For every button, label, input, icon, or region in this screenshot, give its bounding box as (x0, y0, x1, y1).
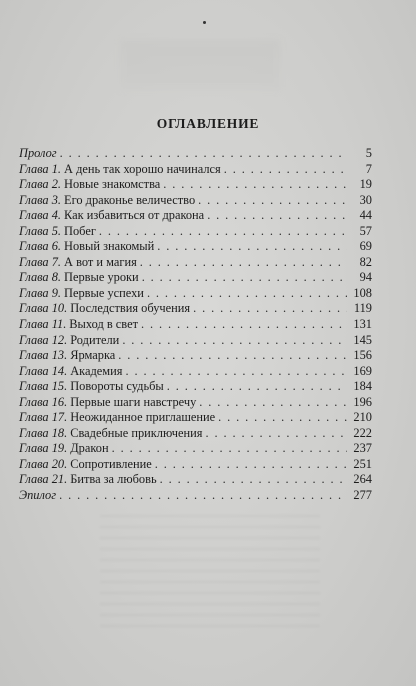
dot-leader (207, 208, 347, 224)
toc-entry-label: Глава 1. (19, 161, 62, 176)
toc-entry-page-number: 156 (353, 348, 372, 363)
toc-entry-label: Глава 2. (19, 177, 62, 192)
toc-entry-page-number: 145 (353, 332, 372, 347)
toc-entry[interactable] (19, 255, 372, 271)
dot-leader (205, 426, 347, 442)
toc-entry-title: Неожиданное приглашение (70, 410, 216, 425)
toc-entry-page-number: 277 (353, 488, 372, 503)
bleed-through-text (100, 515, 320, 635)
toc-entry-label: Глава 15. (19, 379, 68, 394)
toc-entry[interactable] (19, 239, 372, 255)
dot-leader (155, 457, 347, 473)
dot-leader (125, 364, 347, 380)
dot-leader (193, 301, 347, 317)
dot-leader (157, 239, 347, 255)
table-of-contents (19, 146, 372, 504)
toc-entry-page-number: 7 (365, 161, 372, 176)
toc-entry-title: Новый знакомый (64, 239, 155, 254)
toc-entry[interactable] (19, 472, 372, 488)
toc-entry-page-number: 57 (359, 223, 372, 238)
toc-entry[interactable] (19, 333, 372, 349)
toc-entry-label: Глава 8. (19, 270, 62, 285)
toc-entry-label: Глава 11. (19, 317, 67, 332)
dot-leader (122, 333, 347, 349)
dot-leader (160, 472, 347, 488)
toc-entry[interactable] (19, 426, 372, 442)
toc-entry-page-number: 184 (353, 379, 372, 394)
toc-entry[interactable] (19, 395, 372, 411)
toc-entry[interactable] (19, 364, 372, 380)
toc-entry[interactable] (19, 379, 372, 395)
toc-entry[interactable] (19, 146, 372, 162)
dot-leader (60, 146, 347, 162)
toc-entry-page-number: 30 (359, 192, 372, 207)
toc-entry-page-number: 131 (353, 317, 372, 332)
toc-entry-title: Родители (70, 332, 120, 347)
toc-entry-label: Глава 16. (19, 394, 68, 409)
dot-leader (59, 488, 347, 504)
toc-entry-page-number: 264 (353, 472, 372, 487)
dot-leader (118, 348, 347, 364)
page-title: ОГЛАВЛЕНИЕ (156, 116, 260, 131)
dot-leader (99, 224, 347, 240)
toc-entry[interactable] (19, 457, 372, 473)
toc-entry-title: Первые уроки (64, 270, 139, 285)
toc-entry-page-number: 237 (353, 441, 372, 456)
toc-entry-title: Первые шаги навстречу (70, 394, 197, 409)
toc-entry-page-number: 196 (353, 394, 372, 409)
toc-entry[interactable] (19, 162, 372, 178)
toc-entry-title: А день так хорошо начинался (64, 161, 221, 176)
toc-entry-label: Глава 7. (19, 254, 62, 269)
dot-leader (147, 286, 347, 302)
toc-entry-title: Дракон (70, 441, 109, 456)
dot-leader (112, 441, 347, 457)
dot-leader (198, 193, 347, 209)
toc-entry-label: Глава 5. (19, 223, 62, 238)
dot-leader (163, 177, 347, 193)
toc-entry-page-number: 169 (353, 363, 372, 378)
toc-entry-title: Его драконье величество (64, 192, 196, 207)
toc-entry-label: Эпилог (19, 488, 57, 503)
toc-entry-title: Последствия обучения (70, 301, 191, 316)
toc-entry[interactable] (19, 224, 372, 240)
dot-leader (141, 317, 347, 333)
toc-entry-label: Глава 3. (19, 192, 62, 207)
toc-entry[interactable] (19, 410, 372, 426)
toc-entry[interactable] (19, 177, 372, 193)
page-mark (203, 21, 206, 24)
toc-entry-title: Повороты судьбы (70, 379, 164, 394)
toc-entry-label: Глава 13. (19, 348, 68, 363)
toc-entry-page-number: 19 (359, 177, 372, 192)
toc-entry-title: Новые знакомства (64, 177, 161, 192)
toc-entry[interactable] (19, 488, 372, 504)
toc-entry-title: Битва за любовь (70, 472, 157, 487)
toc-entry-label: Глава 12. (19, 332, 68, 347)
toc-entry-label: Глава 10. (19, 301, 68, 316)
toc-entry-label: Глава 20. (19, 456, 68, 471)
toc-entry-label: Глава 9. (19, 285, 62, 300)
dot-leader (199, 395, 347, 411)
dot-leader (167, 379, 347, 395)
toc-entry-page-number: 222 (353, 425, 372, 440)
toc-entry[interactable] (19, 270, 372, 286)
toc-entry-label: Глава 6. (19, 239, 62, 254)
dot-leader (224, 162, 347, 178)
toc-entry-page-number: 251 (353, 456, 372, 471)
toc-entry-title: Первые успехи (64, 285, 144, 300)
toc-entry-page-number: 94 (359, 270, 372, 285)
toc-entry-title: Побег (64, 223, 96, 238)
dot-leader (218, 410, 347, 426)
toc-entry-label: Пролог (19, 146, 57, 160)
toc-entry-label: Глава 4. (19, 208, 62, 223)
toc-entry[interactable] (19, 441, 372, 457)
toc-entry-title: Ярмарка (70, 348, 116, 363)
toc-entry-title: Выход в свет (69, 317, 138, 332)
toc-entry[interactable] (19, 208, 372, 224)
toc-entry-label: Глава 19. (19, 441, 68, 456)
toc-entry-label: Глава 17. (19, 410, 68, 425)
toc-entry-label: Глава 18. (19, 425, 68, 440)
toc-entry-page-number: 69 (359, 239, 372, 254)
toc-entry-title: Академия (70, 363, 123, 378)
dot-leader (142, 270, 347, 286)
toc-entry-label: Глава 21. (19, 472, 68, 487)
toc-entry-title: Сопротивление (70, 456, 152, 471)
toc-entry[interactable] (19, 301, 372, 317)
toc-entry[interactable] (19, 348, 372, 364)
toc-entry[interactable] (19, 286, 372, 302)
toc-entry-page-number: 210 (353, 410, 372, 425)
toc-entry[interactable] (19, 193, 372, 209)
toc-entry-title: Как избавиться от дракона (64, 208, 205, 223)
toc-entry-title: А вот и магия (64, 254, 137, 269)
toc-entry-page-number: 108 (353, 285, 372, 300)
toc-entry-page-number: 44 (359, 208, 372, 223)
toc-entry-page-number: 82 (359, 254, 372, 269)
toc-entry-label: Глава 14. (19, 363, 68, 378)
toc-entry-page-number: 5 (365, 146, 372, 160)
toc-entry-page-number: 119 (353, 301, 372, 316)
bleed-through-shadow (120, 40, 280, 90)
toc-entry-title: Свадебные приключения (70, 425, 203, 440)
dot-leader (140, 255, 347, 271)
toc-entry[interactable] (19, 317, 372, 333)
